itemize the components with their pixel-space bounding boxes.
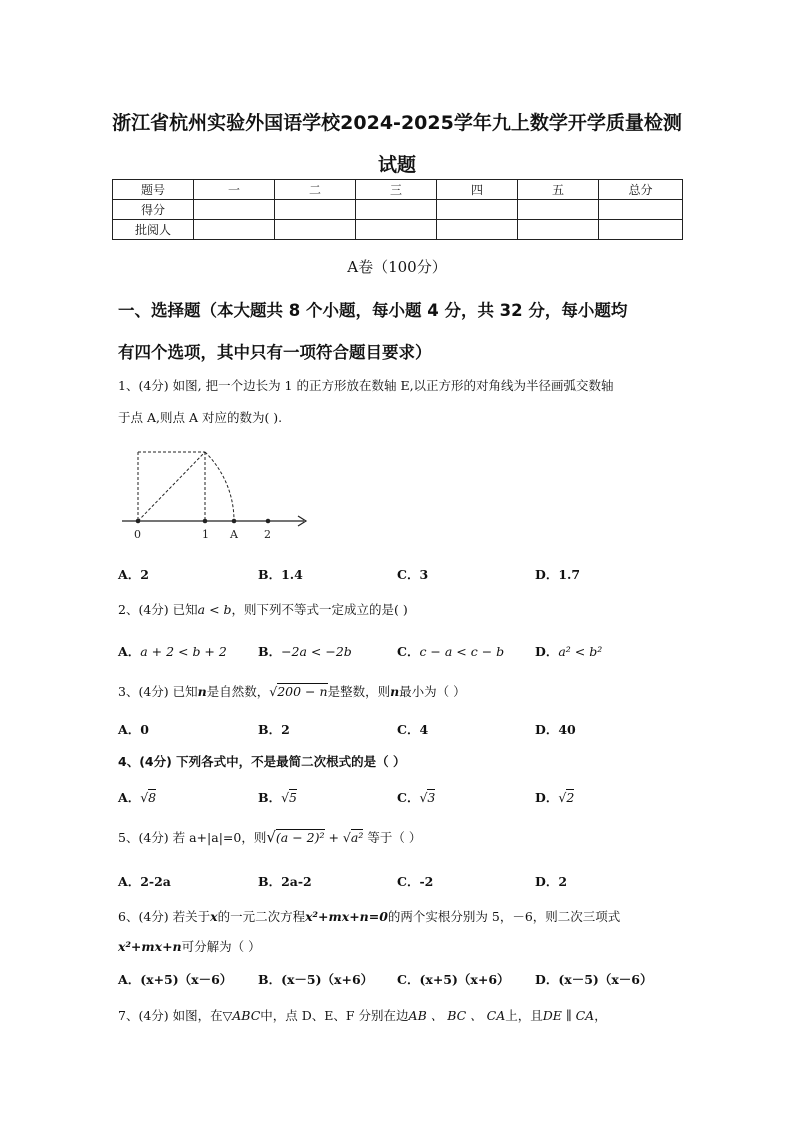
question-6-stem-line2: x²+mx+n可分解为（ ） — [118, 939, 261, 954]
table-cell — [599, 220, 683, 240]
question-2-stem — [118, 600, 408, 618]
point-2 — [266, 519, 271, 524]
q2-option-d[interactable]: D．a² < b² — [535, 644, 603, 659]
q2-option-b[interactable]: B．−2a < −2b — [258, 644, 352, 659]
table-cell: 五 — [518, 180, 599, 200]
q1-option-d[interactable]: D．1.7 — [535, 567, 581, 582]
q2-option-c[interactable]: C．c − a < c − b — [397, 644, 505, 659]
score-table-row — [113, 220, 683, 240]
q3-option-a[interactable]: A．0 — [118, 722, 149, 737]
q4-option-c[interactable]: C．√3 — [397, 790, 436, 805]
score-table-header-row — [113, 180, 683, 200]
table-cell — [437, 200, 518, 220]
point-a — [232, 519, 237, 524]
table-cell — [437, 220, 518, 240]
square-diagonal — [138, 452, 205, 521]
q5-option-b[interactable]: B．2a-2 — [258, 874, 312, 889]
question-6-stem-line1: 6、(4分) 若关于x的一元二次方程x²+mx+n=0的两个实根分别为 5，－6，则二次三项式 — [118, 909, 621, 924]
label-0: 0 — [134, 528, 141, 541]
section-heading-line1: 一、选择题（本大题共 8 个小题，每小题 4 分，共 32 分，每小题均 — [118, 301, 628, 320]
table-cell — [518, 220, 599, 240]
q6-option-b[interactable]: B．(x－5)（x+6） — [258, 972, 374, 987]
sqrt-expression: √(a − 2)² — [266, 828, 325, 846]
question-5-stem: 5、(4分) 若 a+|a|=0，则√(a − 2)² + √a² 等于（ ） — [118, 828, 422, 846]
sqrt-expression: √a² — [342, 830, 364, 845]
table-cell: 题号 — [113, 180, 194, 200]
question-4-stem: 4、(4分) 下列各式中，不是最简二次根式的是（ ） — [118, 754, 406, 769]
sqrt-expression: √200 − n — [269, 684, 328, 699]
q6-option-c[interactable]: C．(x+5)（x+6） — [397, 972, 510, 987]
question-1-stem-line1: 1、(4分) 如图, 把一个边长为 1 的正方形放在数轴 E,以正方形的对角线为半径画弧交数轴 — [118, 378, 614, 393]
table-cell — [356, 220, 437, 240]
q2-suffix: ，则下列不等式一定成立的是( ) — [231, 602, 408, 617]
table-cell — [194, 200, 275, 220]
table-cell: 二 — [275, 180, 356, 200]
q3-option-c[interactable]: C．4 — [397, 722, 429, 737]
table-cell — [194, 220, 275, 240]
q1-option-b[interactable]: B．1.4 — [258, 567, 303, 582]
q5-option-c[interactable]: C．-2 — [397, 874, 434, 889]
label-1: 1 — [202, 528, 209, 541]
q2-math: a < b — [197, 602, 232, 617]
q1-option-c[interactable]: C．3 — [397, 567, 429, 582]
table-cell — [518, 200, 599, 220]
table-cell: 得分 — [113, 200, 194, 220]
label-2: 2 — [264, 528, 271, 541]
volume-heading: A卷（100分） — [347, 258, 447, 276]
question-3-stem: 3、(4分) 已知n是自然数，√200 − n是整数，则n最小为（ ） — [118, 684, 466, 699]
q4-option-d[interactable]: D．√2 — [535, 790, 575, 805]
q6-option-a[interactable]: A．(x+5)（x－6） — [118, 972, 233, 987]
table-cell: 三 — [356, 180, 437, 200]
table-cell — [275, 220, 356, 240]
radius-arc — [205, 452, 234, 521]
table-cell: 四 — [437, 180, 518, 200]
section-heading-line2: 有四个选项，其中只有一项符合题目要求） — [118, 343, 432, 362]
q1-option-a[interactable]: A．2 — [118, 567, 149, 582]
score-table-row — [113, 200, 683, 220]
label-a: A — [230, 528, 238, 541]
table-cell: 总分 — [599, 180, 683, 200]
document-title-line1: 浙江省杭州实验外国语学校2024-2025学年九上数学开学质量检测 — [112, 112, 682, 134]
score-table — [112, 179, 683, 240]
q5-option-d[interactable]: D．2 — [535, 874, 568, 889]
q6-option-d[interactable]: D．(x－5)（x－6） — [535, 972, 653, 987]
table-cell — [356, 200, 437, 220]
q5-option-a[interactable]: A．2-2a — [118, 874, 171, 889]
q2-prefix: 2、(4分) 已知 — [118, 602, 198, 617]
q4-option-b[interactable]: B．√5 — [258, 790, 297, 805]
table-cell: 批阅人 — [113, 220, 194, 240]
q4-option-a[interactable]: A．√8 — [118, 790, 157, 805]
table-cell — [275, 200, 356, 220]
point-1 — [203, 519, 208, 524]
question-1-stem-line2: 于点 A,则点 A 对应的数为( ). — [118, 410, 283, 425]
point-0 — [136, 519, 141, 524]
document-title-line2: 试题 — [377, 154, 416, 176]
table-cell: 一 — [194, 180, 275, 200]
q2-option-a[interactable]: A．a + 2 < b + 2 — [118, 644, 227, 659]
q3-option-b[interactable]: B．2 — [258, 722, 290, 737]
number-line-figure — [118, 448, 318, 543]
q3-option-d[interactable]: D．40 — [535, 722, 576, 737]
table-cell — [599, 200, 683, 220]
question-7-stem: 7、(4分) 如图，在▽ABC中，点 D、E、F 分别在边AB 、 BC 、 CA上，且DE ∥ CA， — [118, 1008, 607, 1023]
